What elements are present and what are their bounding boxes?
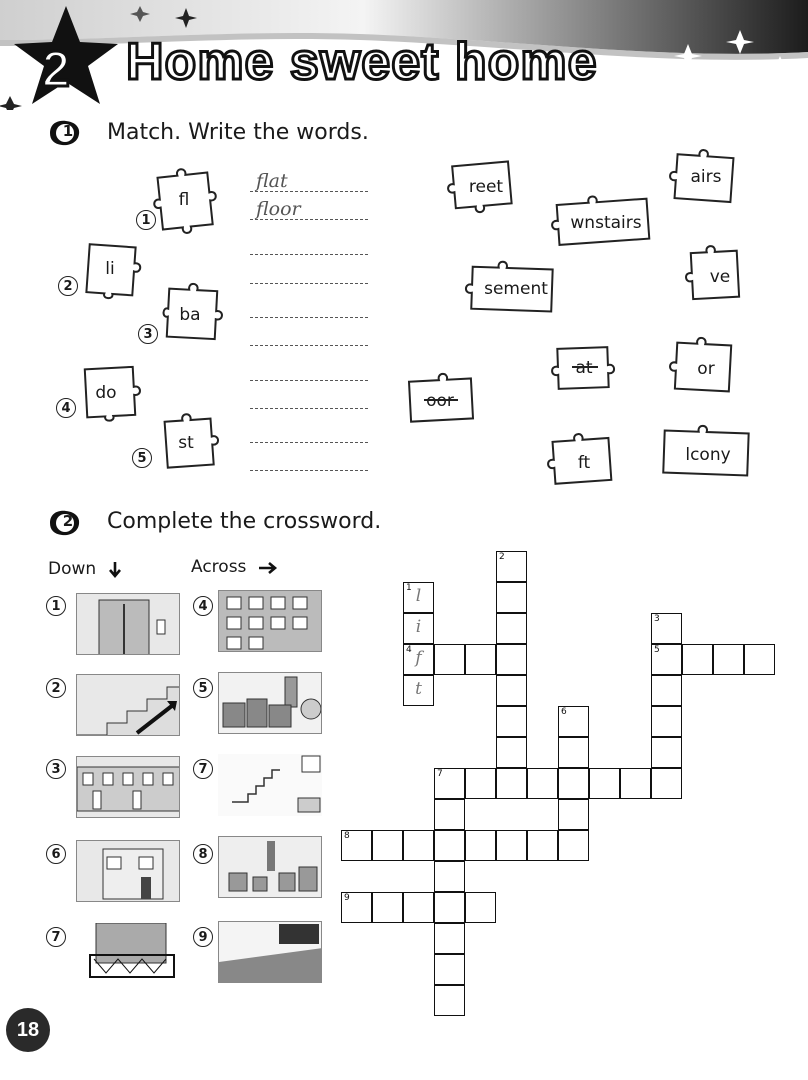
crossword-clue-number: 4 bbox=[406, 645, 412, 655]
answer-2: floor bbox=[256, 198, 301, 220]
puzzle-piece-1[interactable] bbox=[150, 165, 220, 235]
crossword-clue-number: 6 bbox=[561, 707, 567, 717]
crossword-cell[interactable] bbox=[372, 830, 403, 861]
puzzle-piece-4-label: do bbox=[95, 383, 117, 403]
crossword-letter: t bbox=[415, 679, 422, 699]
or-label: or bbox=[697, 359, 715, 379]
down-clue-number-1: 1 bbox=[46, 596, 66, 616]
crossword-cell[interactable] bbox=[527, 830, 558, 861]
answer-line-10[interactable] bbox=[250, 470, 368, 471]
puzzle-piece-4[interactable] bbox=[78, 360, 146, 424]
picture-terrace bbox=[76, 756, 180, 818]
picture-flats bbox=[218, 590, 322, 652]
answer-line-9[interactable] bbox=[250, 442, 368, 443]
crossword-cell[interactable] bbox=[434, 923, 465, 954]
picture-balcony bbox=[76, 923, 180, 985]
across-clue-number-5: 5 bbox=[193, 678, 213, 698]
exercise-1-instruction: Match. Write the words. bbox=[107, 120, 369, 145]
crossword-clue-number: 7 bbox=[437, 769, 443, 779]
answer-line-5[interactable] bbox=[250, 317, 368, 318]
down-clue-number-7: 7 bbox=[46, 927, 66, 947]
picture-village bbox=[218, 836, 322, 898]
crossword-cell[interactable] bbox=[496, 644, 527, 675]
right-arrow-icon bbox=[258, 561, 278, 575]
ft-label: ft bbox=[577, 453, 591, 473]
page-number: 18 bbox=[6, 1008, 50, 1052]
crossword-cell[interactable] bbox=[744, 644, 775, 675]
exercise-1-number: 1 bbox=[62, 122, 74, 140]
page-title: Home sweet home bbox=[126, 33, 598, 91]
picture-street bbox=[218, 672, 322, 734]
crossword-letter: i bbox=[415, 617, 422, 637]
crossword-cell[interactable] bbox=[651, 737, 682, 768]
item-number-2: 2 bbox=[58, 276, 78, 296]
unit-number: 2 bbox=[42, 41, 70, 97]
puzzle-piece-or[interactable] bbox=[662, 334, 742, 400]
item-number-4: 4 bbox=[56, 398, 76, 418]
crossword-cell[interactable] bbox=[558, 799, 589, 830]
down-clue-number-6: 6 bbox=[46, 844, 66, 864]
crossword-cell[interactable] bbox=[496, 737, 527, 768]
item-number-3: 3 bbox=[138, 324, 158, 344]
ve-label: ve bbox=[709, 267, 731, 287]
puzzle-piece-wnstairs[interactable] bbox=[544, 188, 656, 252]
puzzle-piece-ft[interactable] bbox=[540, 428, 620, 492]
picture-downstairs bbox=[218, 754, 322, 816]
crossword-letter: f bbox=[415, 648, 422, 668]
crossword-letter: l bbox=[415, 586, 422, 606]
oor-label: oor bbox=[426, 391, 454, 411]
crossword-cell[interactable] bbox=[558, 768, 589, 799]
crossword-cell[interactable] bbox=[341, 830, 372, 861]
puzzle-piece-sement[interactable] bbox=[456, 256, 562, 320]
down-clue-number-3: 3 bbox=[46, 759, 66, 779]
picture-upstairs bbox=[76, 674, 180, 736]
puzzle-piece-5[interactable] bbox=[156, 406, 226, 476]
puzzle-piece-1-label: fl bbox=[178, 190, 190, 210]
puzzle-piece-ve[interactable] bbox=[678, 242, 748, 308]
puzzle-piece-5-label: st bbox=[178, 433, 194, 453]
crossword-cell[interactable] bbox=[434, 985, 465, 1016]
crossword-cell[interactable] bbox=[434, 861, 465, 892]
crossword-cell[interactable] bbox=[465, 830, 496, 861]
down-label: Down bbox=[48, 559, 97, 579]
answer-1: flat bbox=[256, 170, 288, 192]
down-clue-number-2: 2 bbox=[46, 678, 66, 698]
at-label: at bbox=[575, 358, 593, 378]
crossword-cell[interactable] bbox=[651, 613, 682, 644]
crossword-cell[interactable] bbox=[465, 892, 496, 923]
crossword-cell[interactable] bbox=[403, 830, 434, 861]
crossword-cell[interactable] bbox=[496, 675, 527, 706]
crossword-cell[interactable] bbox=[496, 706, 527, 737]
answer-line-4[interactable] bbox=[250, 283, 368, 284]
crossword-cell[interactable] bbox=[558, 737, 589, 768]
across-label: Across bbox=[191, 557, 247, 577]
puzzle-piece-2[interactable] bbox=[80, 240, 148, 302]
sement-label: sement bbox=[484, 279, 548, 299]
lcony-label: lcony bbox=[685, 445, 731, 465]
crossword-cell[interactable] bbox=[434, 644, 465, 675]
crossword-cell[interactable] bbox=[434, 892, 465, 923]
crossword-cell[interactable] bbox=[434, 768, 465, 799]
crossword-cell[interactable] bbox=[403, 582, 434, 613]
crossword-cell[interactable] bbox=[465, 644, 496, 675]
crossword-clue-number: 3 bbox=[654, 614, 660, 624]
crossword-cell[interactable] bbox=[496, 582, 527, 613]
answer-line-3[interactable] bbox=[250, 254, 368, 255]
crossword-cell[interactable] bbox=[558, 706, 589, 737]
crossword-cell[interactable] bbox=[403, 644, 434, 675]
crossword-cell[interactable] bbox=[651, 706, 682, 737]
answer-line-6[interactable] bbox=[250, 345, 368, 346]
puzzle-piece-3-label: ba bbox=[179, 305, 201, 325]
crossword-cell[interactable] bbox=[496, 830, 527, 861]
crossword-cell[interactable] bbox=[372, 892, 403, 923]
down-arrow-icon bbox=[108, 561, 122, 579]
crossword-clue-number: 2 bbox=[499, 552, 505, 562]
answer-line-8[interactable] bbox=[250, 408, 368, 409]
crossword-cell[interactable] bbox=[403, 675, 434, 706]
crossword-cell[interactable] bbox=[682, 644, 713, 675]
answer-line-2[interactable] bbox=[250, 219, 368, 220]
crossword-clue-number: 9 bbox=[344, 893, 350, 903]
across-clue-number-4: 4 bbox=[193, 596, 213, 616]
picture-lift bbox=[76, 593, 180, 655]
crossword-cell[interactable] bbox=[496, 613, 527, 644]
crossword-cell[interactable] bbox=[527, 768, 558, 799]
puzzle-piece-oor[interactable] bbox=[402, 368, 482, 430]
crossword-cell[interactable] bbox=[496, 551, 527, 582]
puzzle-piece-at[interactable] bbox=[544, 338, 620, 396]
crossword-cell[interactable] bbox=[403, 613, 434, 644]
airs-label: airs bbox=[690, 167, 722, 187]
crossword-cell[interactable] bbox=[651, 644, 682, 675]
answer-line-7[interactable] bbox=[250, 380, 368, 381]
exercise-2-instruction: Complete the crossword. bbox=[107, 509, 382, 534]
crossword-clue-number: 8 bbox=[344, 831, 350, 841]
item-number-1: 1 bbox=[136, 210, 156, 230]
crossword-clue-number: 1 bbox=[406, 583, 412, 593]
picture-room-floor bbox=[218, 921, 322, 983]
crossword-cell[interactable] bbox=[713, 644, 744, 675]
crossword-cell[interactable] bbox=[341, 892, 372, 923]
crossword-cell[interactable] bbox=[620, 768, 651, 799]
answer-line-1[interactable] bbox=[250, 191, 368, 192]
crossword-cell[interactable] bbox=[434, 799, 465, 830]
item-number-5: 5 bbox=[132, 448, 152, 468]
crossword-cell[interactable] bbox=[403, 892, 434, 923]
across-clue-number-8: 8 bbox=[193, 844, 213, 864]
puzzle-piece-3[interactable] bbox=[160, 280, 228, 348]
crossword-cell[interactable] bbox=[651, 768, 682, 799]
puzzle-piece-reet[interactable] bbox=[438, 156, 522, 216]
crossword-cell[interactable] bbox=[434, 830, 465, 861]
crossword-cell[interactable] bbox=[434, 954, 465, 985]
puzzle-piece-airs[interactable] bbox=[662, 146, 742, 208]
reet-label: reet bbox=[468, 177, 504, 197]
puzzle-piece-lcony[interactable] bbox=[656, 420, 756, 482]
across-clue-number-7: 7 bbox=[193, 759, 213, 779]
picture-house bbox=[76, 840, 180, 902]
crossword-cell[interactable] bbox=[589, 768, 620, 799]
crossword-cell[interactable] bbox=[651, 675, 682, 706]
exercise-2-number: 2 bbox=[62, 512, 74, 530]
wnstairs-label: wnstairs bbox=[570, 213, 642, 233]
across-clue-number-9: 9 bbox=[193, 927, 213, 947]
puzzle-piece-2-label: li bbox=[105, 259, 115, 279]
crossword-cell[interactable] bbox=[496, 768, 527, 799]
crossword-cell[interactable] bbox=[558, 830, 589, 861]
crossword-clue-number: 5 bbox=[654, 645, 660, 655]
crossword-cell[interactable] bbox=[465, 768, 496, 799]
